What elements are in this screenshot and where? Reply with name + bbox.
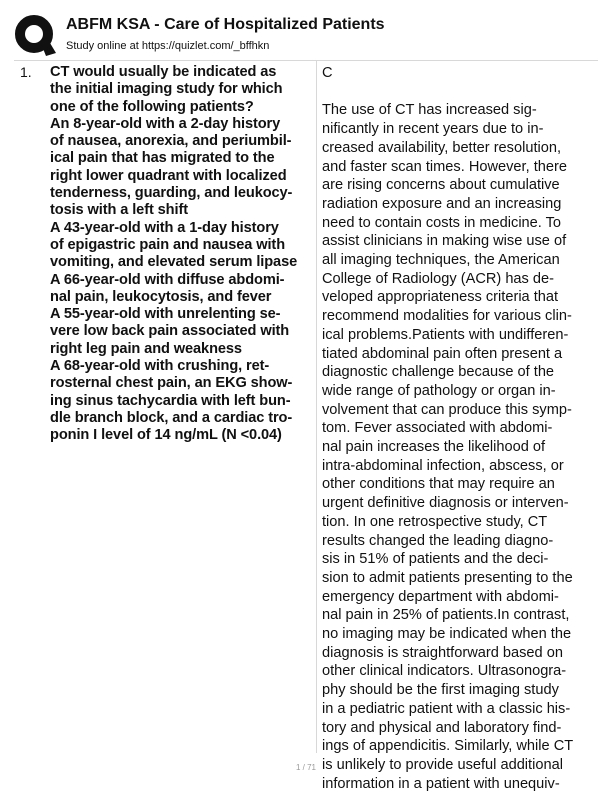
question-line: the initial imaging study for which	[50, 81, 283, 98]
explanation-line: tom. Fever associated with abdomi-	[322, 420, 553, 437]
explanation-line: sis in 51% of patients and the deci-	[322, 551, 549, 568]
explanation-line: diagnostic challenge because of the	[322, 364, 555, 381]
explanation-line: results changed the leading diagno-	[322, 532, 554, 549]
explanation-line: no imaging may be indicated when the	[322, 626, 572, 643]
explanation-line: nal pain in 25% of patients.In contrast,	[322, 607, 570, 624]
answer-column	[322, 64, 602, 793]
explanation-line: information in a patient with unequiv-	[322, 775, 560, 792]
answer-letter: C	[322, 65, 333, 81]
question-line: vomiting, and elevated serum lipase	[50, 254, 298, 271]
explanation-line: intra-abdominal infection, abscess, or	[322, 457, 564, 474]
question-line: of nausea, anorexia, and periumbil-	[50, 133, 292, 150]
question-line: rosternal chest pain, an EKG show-	[50, 375, 293, 392]
doc-title: ABFM KSA - Care of Hospitalized Patients	[66, 16, 385, 33]
explanation-line: recommend modalities for various clin-	[322, 308, 572, 325]
question-line: one of the following patients?	[50, 98, 254, 115]
explanation-line: and faster scan times. However, there	[322, 158, 567, 175]
question-line: of epigastric pain and nausea with	[50, 236, 286, 253]
question-line: tenderness, guarding, and leukocy-	[50, 185, 293, 202]
explanation-line: creased availability, better resolution,	[322, 139, 562, 156]
explanation-line: other conditions that may require an	[322, 476, 555, 493]
explanation-line: ings of appendicitis. Similarly, while CT	[322, 738, 574, 755]
explanation-line: tion. In one retrospective study, CT	[322, 513, 548, 530]
question-line: An 8-year-old with a 2-day history	[50, 115, 281, 132]
explanation-line: in a pediatric patient with a classic his-	[322, 700, 571, 717]
explanation-line: nal pain increases the likelihood of	[322, 439, 546, 456]
explanation-line: diagnosis is straightforward based on	[322, 644, 563, 661]
explanation-line: assist clinicians in making wise use of	[322, 233, 567, 250]
explanation-line: emergency department with abdomi-	[322, 588, 559, 605]
card-table-top-border	[14, 60, 598, 61]
explanation-line: are rising concerns about cumulative	[322, 177, 560, 194]
explanation-text	[322, 101, 602, 793]
question-line: ical pain that has migrated to the	[50, 150, 275, 167]
question-line: right lower quadrant with localized	[50, 167, 287, 184]
quizlet-logo-icon	[14, 14, 56, 56]
explanation-line: volvement that can produce this symp-	[322, 401, 572, 418]
explanation-line: veloped appropriateness criteria that	[322, 289, 559, 306]
question-line: dle branch block, and a cardiac tro-	[50, 409, 293, 426]
question-line: A 68-year-old with crushing, ret-	[50, 358, 270, 375]
question-line: ponin I level of 14 ng/mL (N <0.04)	[50, 427, 282, 444]
question-line: CT would usually be indicated as	[50, 64, 277, 80]
explanation-line: all imaging techniques, the American	[322, 252, 560, 269]
question-line: ing sinus tachycardia with left bun-	[50, 392, 291, 409]
question-text	[50, 64, 318, 445]
page-number: 1 / 71	[295, 763, 316, 772]
question-line: A 66-year-old with diffuse abdomi-	[50, 271, 285, 288]
explanation-line: is unlikely to provide useful additional	[322, 757, 563, 773]
explanation-line: nificantly in recent years due to in-	[322, 121, 544, 138]
question-line: vere low back pain associated with	[50, 323, 290, 340]
question-line: right leg pain and weakness	[50, 340, 242, 357]
explanation-line: radiation exposure and an increasing	[322, 195, 562, 212]
question-line: tosis with a left shift	[50, 202, 188, 219]
question-line: nal pain, leukocytosis, and fever	[50, 288, 272, 305]
explanation-line: urgent definitive diagnosis or interven-	[322, 495, 569, 512]
explanation-line: College of Radiology (ACR) has de-	[322, 270, 554, 287]
explanation-line: ical problems.Patients with undifferen-	[322, 326, 569, 343]
explanation-line: phy should be the first imaging study	[322, 682, 559, 699]
explanation-line: tory and physical and laboratory find-	[322, 719, 562, 736]
explanation-line: need to contain costs in medicine. To	[322, 214, 562, 231]
explanation-line: The use of CT has increased sig-	[322, 102, 537, 119]
explanation-line: tiated abdominal pain often present a	[322, 345, 563, 362]
explanation-line: sion to admit patients presenting to the	[322, 569, 573, 586]
question-line: A 43-year-old with a 1-day history	[50, 219, 279, 236]
question-line: A 55-year-old with unrelenting se-	[50, 306, 281, 323]
explanation-line: other clinical indicators. Ultrasonogra-	[322, 663, 567, 680]
card-number: 1.	[20, 64, 32, 80]
study-link[interactable]: Study online at https://quizlet.com/_bffhkn	[66, 40, 270, 52]
header	[0, 0, 612, 58]
explanation-line: wide range of pathology or organ in-	[322, 382, 556, 399]
